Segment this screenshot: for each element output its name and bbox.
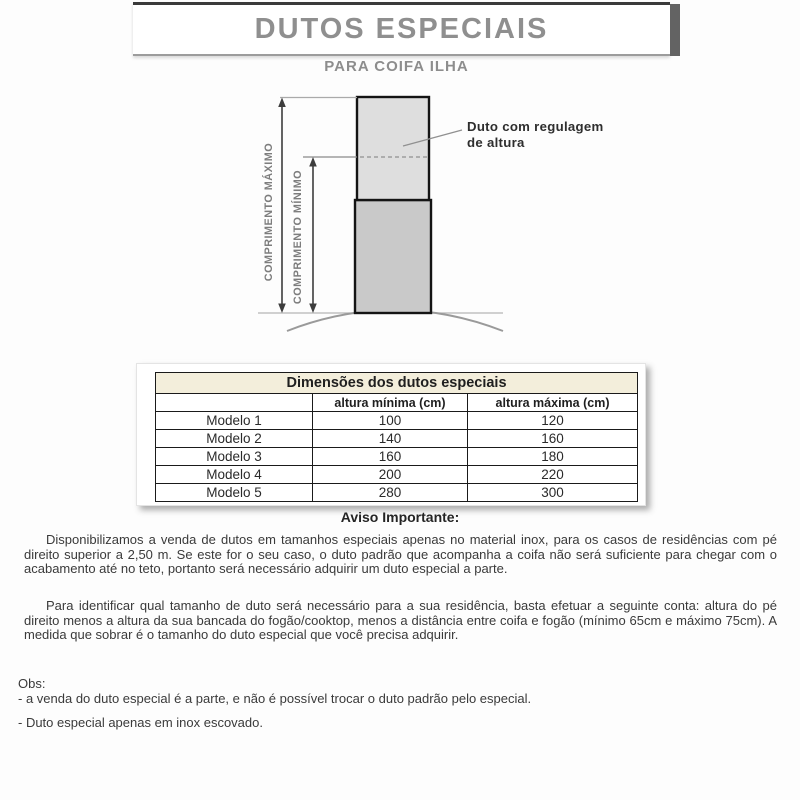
- max-cell: 160: [468, 430, 638, 448]
- obs-label: Obs:: [18, 676, 46, 691]
- duct-upper-section: [357, 97, 429, 200]
- min-cell: 100: [313, 412, 468, 430]
- max-cell: 220: [468, 466, 638, 484]
- max-arrowhead-top: [278, 98, 286, 108]
- table-row: [156, 466, 638, 484]
- obs-item-1: - a venda do duto especial é a parte, e não é possível trocar o duto padrão pelo especial.: [18, 690, 532, 706]
- min-length-label: COMPRIMENTO MÍNIMO: [292, 169, 304, 305]
- table-row: [156, 448, 638, 466]
- max-length-label: COMPRIMENTO MÁXIMO: [263, 142, 275, 282]
- col-header-min: altura mínima (cm): [313, 394, 468, 412]
- min-arrowhead-top: [309, 157, 317, 167]
- table-row: [156, 412, 638, 430]
- table-row: [156, 430, 638, 448]
- max-cell: 300: [468, 484, 638, 502]
- obs-item-2: - Duto especial apenas em inox escovado.: [18, 715, 263, 731]
- max-cell: 120: [468, 412, 638, 430]
- notice-paragraph-2: Para identificar qual tamanho de duto será necessário para a sua residência, basta efetuar a seguinte conta: altura do pé direito menos a altura da sua bancada do fogão/cooktop, menos a distância entre coifa e fogão (mínimo 65cm e máximo 75cm). A medida que sobrar é o tamanho do duto especial que você precisa adquirir.: [24, 598, 777, 643]
- duct-diagram-svg: [250, 93, 650, 348]
- duct-lower-section: [355, 200, 431, 313]
- model-cell: Modelo 4: [156, 466, 313, 484]
- model-cell: Modelo 5: [156, 484, 313, 502]
- callout-label-line1: Duto com regulagem: [467, 119, 604, 134]
- min-cell: 280: [313, 484, 468, 502]
- notice-heading: Aviso Importante:: [340, 509, 460, 525]
- model-cell: Modelo 2: [156, 430, 313, 448]
- min-cell: 200: [313, 466, 468, 484]
- obs-block: [18, 677, 778, 731]
- max-arrowhead-bottom: [278, 304, 286, 314]
- table-title: Dimensões dos dutos especiais: [156, 373, 638, 394]
- model-cell: Modelo 3: [156, 448, 313, 466]
- min-cell: 140: [313, 430, 468, 448]
- title-banner-right-shadow: [670, 4, 680, 56]
- max-cell: 180: [468, 448, 638, 466]
- dimensions-table: [155, 372, 638, 502]
- min-cell: 160: [313, 448, 468, 466]
- col-header-max: altura máxima (cm): [468, 394, 638, 412]
- duct-diagram: [250, 93, 650, 348]
- dimensions-panel: [136, 363, 646, 506]
- min-arrowhead-bottom: [309, 304, 317, 314]
- notice-paragraph-1: Disponibilizamos a venda de dutos em tamanhos especiais apenas no material inox, para os casos de residências com pé direito superior a 2,50 m. Se este for o seu caso, o duto padrão que acompanha a coifa não será suficiente para chegar com o acabamento até no teto, portanto será necessário adquirir um duto especial a parte.: [24, 532, 777, 577]
- title-banner: [133, 2, 670, 56]
- page-subtitle: PARA COIFA ILHA: [324, 58, 469, 75]
- model-cell: Modelo 1: [156, 412, 313, 430]
- page-title: DUTOS ESPECIAIS: [254, 13, 549, 45]
- callout-label-line2: de altura: [467, 135, 525, 150]
- col-header-model: [156, 394, 313, 412]
- table-row: [156, 484, 638, 502]
